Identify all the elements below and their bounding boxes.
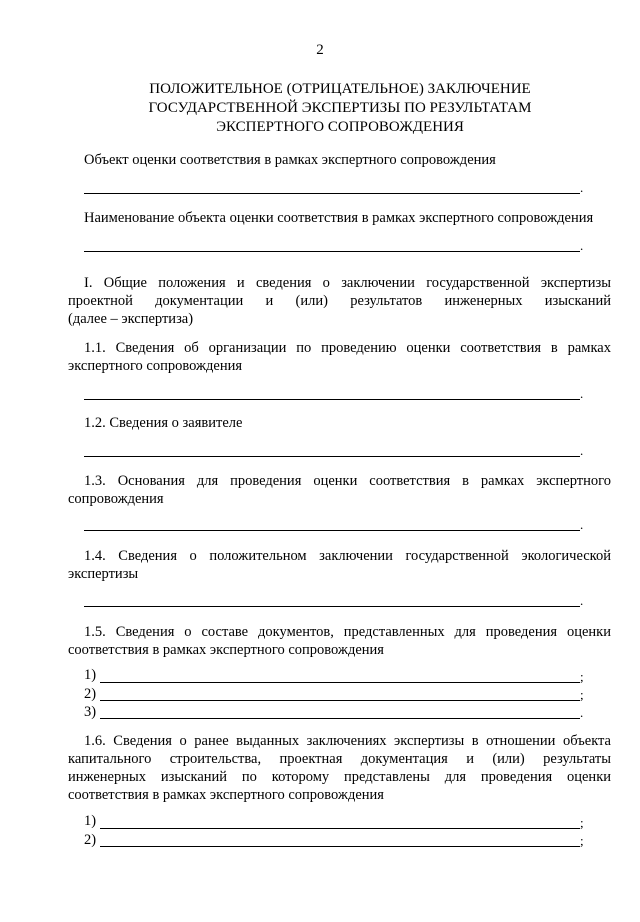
section-1-line-1: I. Общие положения и сведения о заключении государственной экспертизы	[84, 275, 611, 291]
item-1-6-list-end: ;	[580, 833, 584, 848]
item-1-5-line-2: соответствия в рамках экспертного сопровождения	[68, 642, 384, 658]
item-1-5-list-num: 1)	[84, 667, 97, 683]
item-1-6-line-3: инженерных изысканий по которому представлены для проведения оценки	[68, 769, 611, 785]
item-1-5-list-num: 3)	[84, 704, 97, 720]
object-label: Объект оценки соответствия в рамках экспертного сопровождения	[84, 152, 496, 168]
item-1-1-line-end: .	[580, 386, 584, 401]
item-1-6-line-4: соответствия в рамках экспертного сопровождения	[68, 787, 384, 803]
item-1-3-fill-line[interactable]	[84, 530, 580, 531]
item-1-6-line-2: капитального строительства, проектная документация и (или) результаты	[68, 751, 611, 767]
title-line-1: ПОЛОЖИТЕЛЬНОЕ (ОТРИЦАТЕЛЬНОЕ) ЗАКЛЮЧЕНИЕ	[149, 81, 531, 97]
item-1-5-list-end: ;	[580, 669, 584, 684]
item-1-1-line-2: экспертного сопровождения	[68, 358, 243, 374]
item-1-5-list-num: 2)	[84, 686, 97, 702]
page-number: 2	[316, 42, 324, 58]
item-1-6-list-line[interactable]	[100, 828, 580, 829]
item-1-4-line-2: экспертизы	[68, 566, 139, 582]
item-1-4-line-1: 1.4. Сведения о положительном заключении государственной экологической	[84, 548, 611, 564]
section-1-line-3: (далее – экспертиза)	[68, 311, 194, 327]
item-1-6-line-1: 1.6. Сведения о ранее выданных заключениях экспертизы в отношении объекта	[84, 733, 611, 749]
item-1-5-line-1: 1.5. Сведения о составе документов, представленных для проведения оценки	[84, 624, 611, 640]
name-fill-line[interactable]	[84, 251, 580, 252]
item-1-5-list-end: ;	[580, 687, 584, 702]
item-1-2-label: 1.2. Сведения о заявителе	[84, 415, 243, 431]
item-1-6-list-line[interactable]	[100, 846, 580, 847]
name-line-end: .	[580, 238, 584, 253]
item-1-2-fill-line[interactable]	[84, 456, 580, 457]
item-1-5-list-end: .	[580, 705, 584, 720]
item-1-6-list-num: 1)	[84, 813, 97, 829]
item-1-4-line-end: .	[580, 593, 584, 608]
item-1-6-list-num: 2)	[84, 832, 97, 848]
item-1-1-fill-line[interactable]	[84, 399, 580, 400]
item-1-5-list-line[interactable]	[100, 682, 580, 683]
item-1-1-line-1: 1.1. Сведения об организации по проведению оценки соответствия в рамках	[84, 340, 611, 356]
item-1-3-line-end: .	[580, 517, 584, 532]
page-title	[60, 80, 620, 137]
name-label: Наименование объекта оценки соответствия в рамках экспертного сопровождения	[84, 210, 594, 226]
object-fill-line[interactable]	[84, 193, 580, 194]
item-1-3-line-2: сопровождения	[68, 491, 164, 507]
item-1-4-fill-line[interactable]	[84, 606, 580, 607]
item-1-5-list-line[interactable]	[100, 700, 580, 701]
item-1-2-line-end: .	[580, 443, 584, 458]
item-1-6-list-end: ;	[580, 815, 584, 830]
object-line-end: .	[580, 180, 584, 195]
title-line-3: ЭКСПЕРТНОГО СОПРОВОЖДЕНИЯ	[216, 119, 464, 135]
title-line-2: ГОСУДАРСТВЕННОЙ ЭКСПЕРТИЗЫ ПО РЕЗУЛЬТАТАМ	[148, 100, 532, 116]
item-1-5-list-line[interactable]	[100, 718, 580, 719]
section-1-line-2: проектной документации и (или) результатов инженерных изысканий	[68, 293, 611, 309]
item-1-3-line-1: 1.3. Основания для проведения оценки соответствия в рамках экспертного	[84, 473, 611, 489]
